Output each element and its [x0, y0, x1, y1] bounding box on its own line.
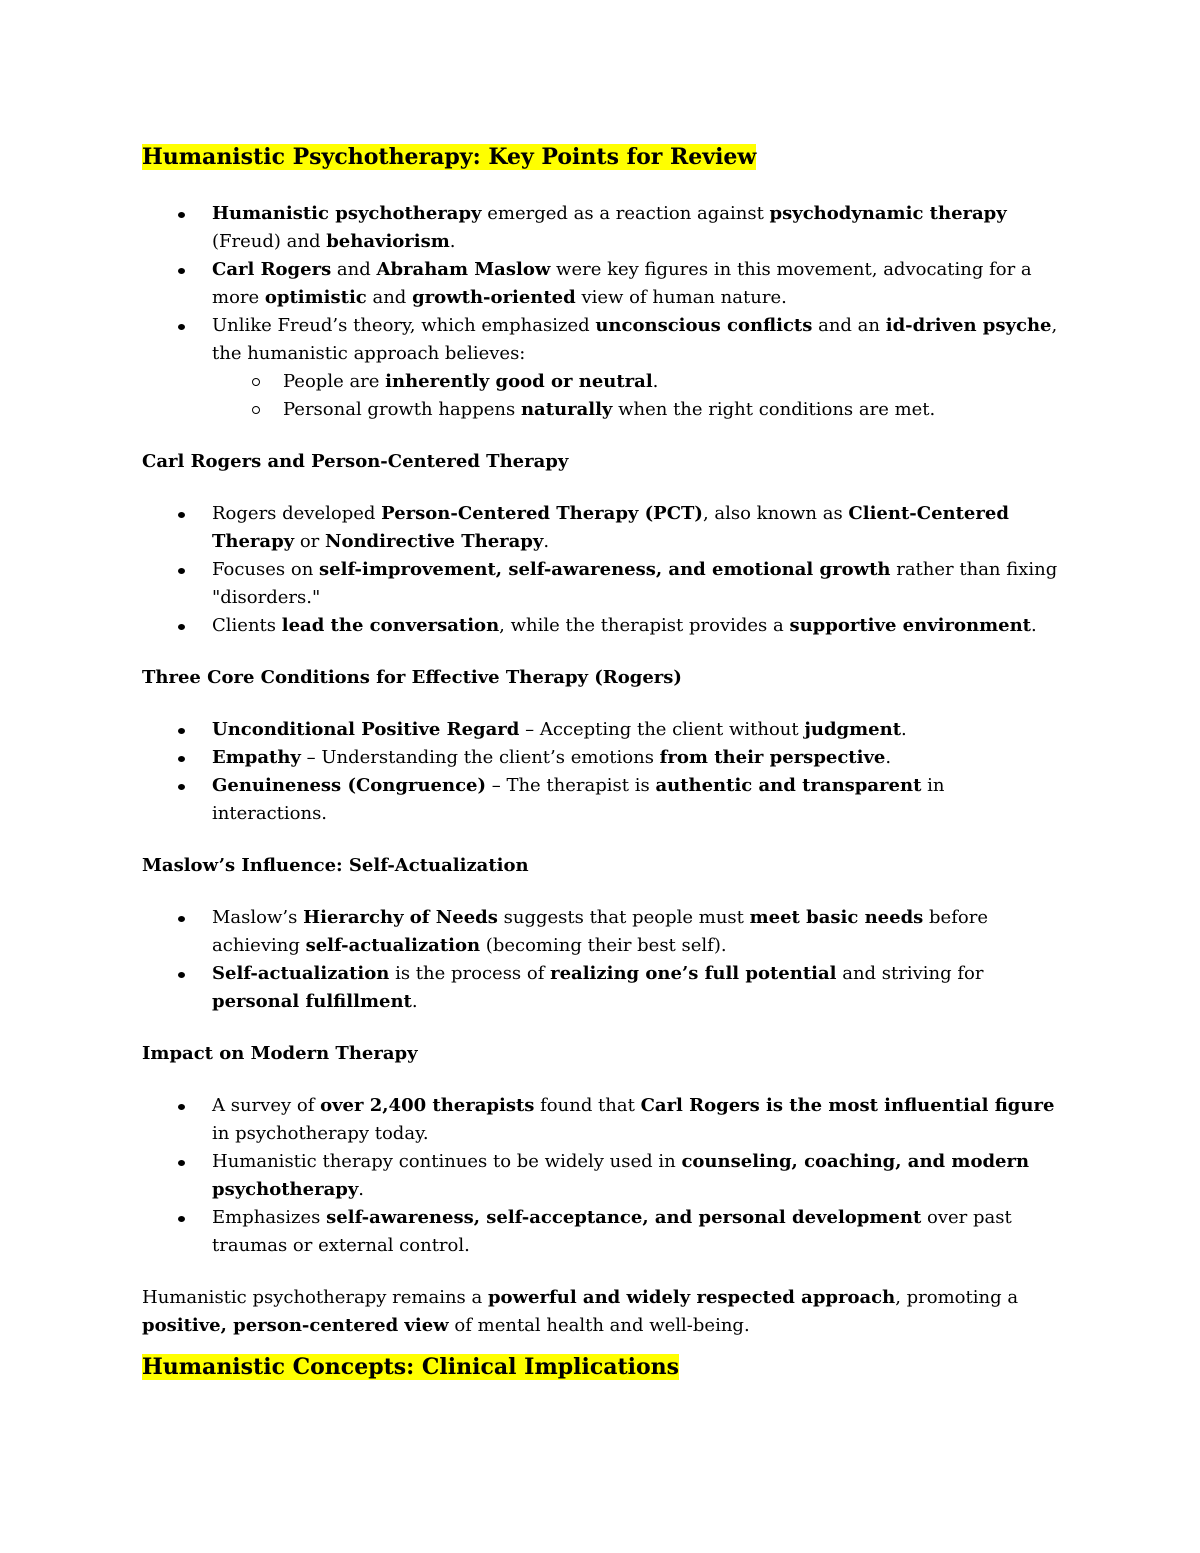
- sub-list-item: Personal growth happens naturally when the right conditions are met.: [142, 396, 1062, 424]
- list-item: Humanistic therapy continues to be widely used in counseling, coaching, and modern psychotherapy.: [142, 1148, 1062, 1204]
- list-item: Focuses on self-improvement, self-awareness, and emotional growth rather than fixing "disorders.": [142, 556, 1062, 612]
- section-heading-maslow: Maslow’s Influence: Self-Actualization: [142, 855, 529, 876]
- rogers-list: [142, 500, 1062, 640]
- maslow-list: [142, 904, 1062, 1016]
- list-item: Empathy – Understanding the client’s emotions from their perspective.: [142, 744, 1062, 772]
- sub-list-item: People are inherently good or neutral.: [142, 368, 1062, 396]
- section-heading-core: Three Core Conditions for Effective Therapy (Rogers): [142, 667, 682, 688]
- intro-list: [142, 200, 1062, 424]
- core-list: [142, 716, 1062, 828]
- title-wrap: [142, 142, 1062, 174]
- list-item: Unlike Freud’s theory, which emphasized unconscious conflicts and an id-driven psyche, the humanistic approach believes: People are inherently good or neutral. Personal growth happens naturally when the right conditions are met.: [142, 312, 1062, 424]
- list-item: Clients lead the conversation, while the therapist provides a supportive environment.: [142, 612, 1062, 640]
- title2-wrap: [142, 1352, 679, 1383]
- list-item: Carl Rogers and Abraham Maslow were key figures in this movement, advocating for a more optimistic and growth-oriented view of human nature.: [142, 256, 1062, 312]
- list-item: Humanistic psychotherapy emerged as a reaction against psychodynamic therapy (Freud) and behaviorism.: [142, 200, 1062, 256]
- section-heading-impact: Impact on Modern Therapy: [142, 1043, 418, 1064]
- section-heading-rogers: Carl Rogers and Person-Centered Therapy: [142, 451, 569, 472]
- page-title: Humanistic Psychotherapy: Key Points for Review: [142, 144, 757, 170]
- impact-list: [142, 1092, 1062, 1260]
- list-item: Emphasizes self-awareness, self-acceptance, and personal development over past traumas or external control.: [142, 1204, 1062, 1260]
- list-item: Self-actualization is the process of realizing one’s full potential and striving for personal fulfillment.: [142, 960, 1062, 1016]
- section-title-clinical: Humanistic Concepts: Clinical Implications: [142, 1354, 680, 1380]
- list-item: Genuineness (Congruence) – The therapist is authentic and transparent in interactions.: [142, 772, 1062, 828]
- list-item: A survey of over 2,400 therapists found that Carl Rogers is the most influential figure in psychotherapy today.: [142, 1092, 1062, 1148]
- sub-list: [212, 368, 1062, 424]
- list-item: Unconditional Positive Regard – Accepting the client without judgment.: [142, 716, 1062, 744]
- list-item: Rogers developed Person-Centered Therapy (PCT), also known as Client-Centered Therapy or Nondirective Therapy.: [142, 500, 1062, 556]
- closing-paragraph: Humanistic psychotherapy remains a powerful and widely respected approach, promoting a positive, person-centered view of mental health and well-being.: [142, 1287, 1019, 1336]
- document-content: [142, 142, 1062, 1340]
- list-item: Maslow’s Hierarchy of Needs suggests that people must meet basic needs before achieving self-actualization (becoming their best self).: [142, 904, 1062, 960]
